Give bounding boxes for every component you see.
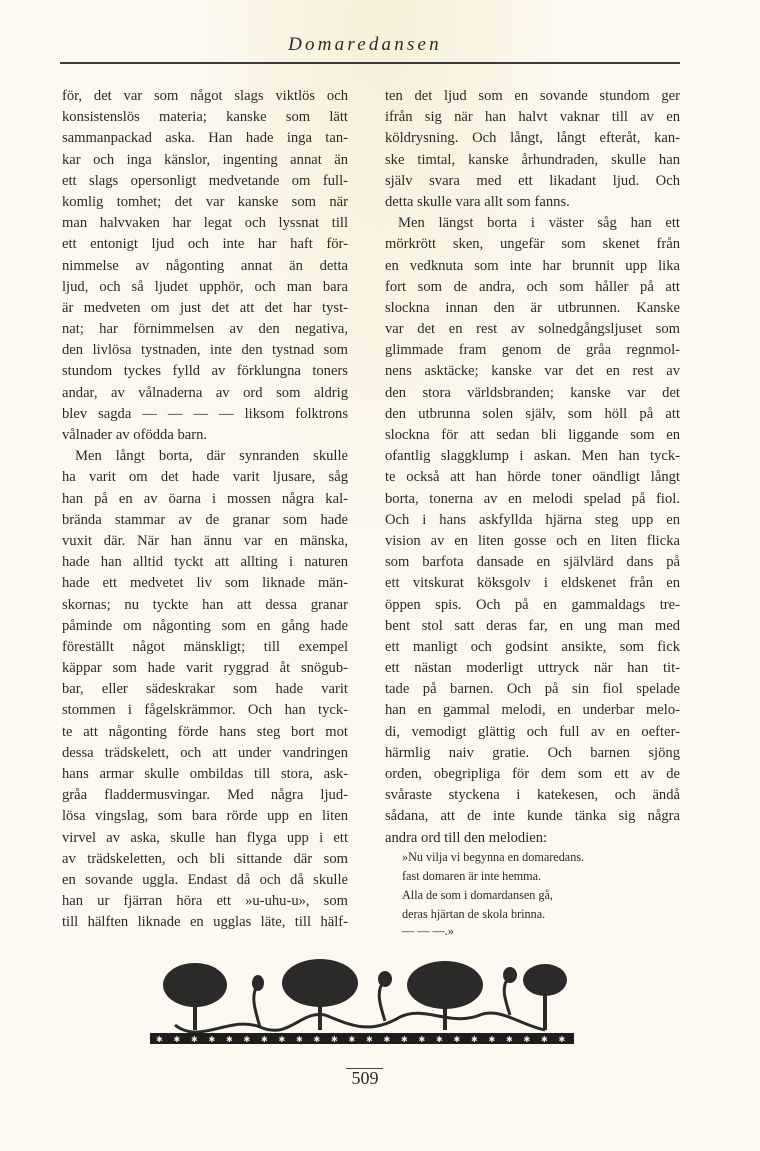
text-line: te också att han hörde toner oändligt långt <box>385 469 680 486</box>
star-icon: ✱ <box>506 1035 513 1044</box>
text-line: nat; har förnimmelsen av den negativa, <box>62 321 348 338</box>
star-icon: ✱ <box>383 1035 391 1044</box>
star-icon: ✱ <box>173 1035 181 1044</box>
star-icon: ✱ <box>453 1035 461 1044</box>
text-line: köldrysning. Och långt, långt efteråt, kan- <box>385 130 680 147</box>
running-header: Domaredansen <box>288 34 442 55</box>
vine-icon <box>175 977 545 1032</box>
text-line: blev sagda — — — — liksom folktrons <box>62 405 348 422</box>
text-line: komlig tomhet; det var kanske som när <box>62 193 348 210</box>
text-line: ha varit om det hade varit ljusare, såg <box>62 469 348 486</box>
text-line: svåraste styckena i katekesen, och ändå <box>385 787 680 804</box>
text-line: påminde om någonting som en gång hade <box>62 617 348 634</box>
text-line: sådana, att de inte kunde tänka sig några <box>385 808 680 825</box>
decorative-vine-tree-ornament <box>150 955 574 1045</box>
star-icon: ✱ <box>401 1035 408 1044</box>
text-line: bar, eller sädeskrakar som hade varit <box>62 681 348 698</box>
text-line: själv svara med ett likadant ljud. Och <box>385 172 680 189</box>
text-line: en sovande uggla. Endast då och då skulle <box>62 871 348 888</box>
text-line: andar, av vålnaderna av ord som aldrig <box>62 384 348 401</box>
text-line: dessa trädskelett, och att under vandringen <box>62 744 348 761</box>
text-line: föreställt något mänskligt; till exempel <box>62 638 348 655</box>
star-icon: ✱ <box>541 1035 548 1044</box>
star-icon: ✱ <box>313 1035 321 1044</box>
verse-line: fast domaren är inte hemma. <box>402 869 542 883</box>
star-icon: ✱ <box>156 1035 163 1044</box>
text-line: hade ett medvetet liv som liknade män- <box>62 575 348 592</box>
star-icon: ✱ <box>558 1035 566 1044</box>
star-icon: ✱ <box>296 1035 303 1044</box>
text-line: detta skulle vara allt som fanns. <box>385 193 570 210</box>
text-line: orden, obegripliga för dem som ett av de <box>385 766 680 782</box>
text-line: den utbrunna solen själv, som höll på att <box>385 405 680 422</box>
text-line: en vedknuta som inte har brunnit upp lika <box>385 257 680 274</box>
text-line: fort som de andra, och som håller på att <box>385 278 680 295</box>
text-line: di, vemodigt glättig och full av en oefter- <box>385 723 680 740</box>
text-line: ett vitskurat köksgolv i eldskenet från en <box>385 575 680 592</box>
star-icon: ✱ <box>436 1035 443 1044</box>
text-line: stommen i fågelskrämmor. Och han tyck- <box>62 702 348 719</box>
star-icon: ✱ <box>226 1035 233 1044</box>
text-line: härmlig naiv gratie. Och barnen sjöng <box>385 744 680 761</box>
text-line: Men längst borta i väster såg han ett <box>398 215 680 232</box>
text-line: ett slags opersonligt medvetande om full- <box>62 172 348 189</box>
star-icon: ✱ <box>488 1035 496 1044</box>
text-line: till hälften liknade en ugglas läte, till hälf- <box>62 914 348 931</box>
star-icon: ✱ <box>471 1035 478 1044</box>
star-icon: ✱ <box>418 1035 426 1044</box>
verse-line: — — —.» <box>402 924 454 938</box>
text-line: slockna för att sedan bli liggande som en <box>385 427 680 443</box>
text-line: Men långt borta, där synranden skulle <box>75 448 348 465</box>
star-icon: ✱ <box>191 1035 198 1044</box>
star-icon: ✱ <box>366 1035 373 1044</box>
text-line: gråa fladdermusvingar. Med några ljud- <box>62 787 348 804</box>
text-line: ofantlig slaggklump i askan. Men han tyck- <box>385 448 680 465</box>
tree-icon <box>163 959 567 1030</box>
text-line: ett entonigt ljud och inte har haft för- <box>62 236 348 253</box>
text-line: andra ord till den melodien: <box>385 829 548 846</box>
text-line: borta, tonerna av en melodi spelad på fiol. <box>385 490 680 507</box>
verse-line: deras hjärtan de skola brinna. <box>402 907 546 921</box>
star-icon: ✱ <box>278 1035 286 1044</box>
text-line: vålnader av ofödda barn. <box>62 427 208 443</box>
text-line: ljud, och så ljudet upphör, och man bara <box>62 278 348 295</box>
text-line: av trädskeletten, och bli sittande där som <box>62 850 348 867</box>
text-line: vision av en liten gosse och en liten flicka <box>385 532 680 549</box>
text-line: den livlösa tystnaden, inte den tystnad som <box>62 342 348 359</box>
text-line: slockna innan den är utbrunnen. Kanske <box>385 299 680 316</box>
page-number: 509 <box>351 1068 379 1088</box>
text-line: han på en av öarna i mossen några kal- <box>62 490 348 507</box>
star-icon: ✱ <box>208 1035 216 1044</box>
text-line: han en gammal melodi, en underbar melo- <box>385 702 680 719</box>
star-icon: ✱ <box>243 1035 251 1044</box>
text-line: virvel av aska, skulle han flyga upp i ett <box>62 829 348 846</box>
text-line: är medveten om just det att det har tyst- <box>62 299 348 316</box>
star-icon: ✱ <box>331 1035 338 1044</box>
text-line: skornas; nu tyckte han att dessa granar <box>62 596 348 613</box>
text-line: konsistenslös materia; kanske som lätt <box>62 109 348 126</box>
text-line: glimmade fram genom de gråa regnmol- <box>385 342 680 359</box>
text-line: tade på barnen. Och på sin fiol spelade <box>385 681 680 698</box>
text-line: käppar som hade varit ryggrad åt snögub- <box>62 660 348 677</box>
text-line: vuxit där. När han ännu var en mänska, <box>62 532 348 549</box>
right-text-column <box>385 86 680 849</box>
text-line: nens asktäcke; kanske var det en rest av <box>385 363 680 380</box>
text-line: kar och inga känslor, ingenting annat än <box>62 151 348 168</box>
text-line: brända stammar av de granar som hade <box>62 511 348 528</box>
star-icon: ✱ <box>523 1035 531 1044</box>
star-icon: ✱ <box>261 1035 268 1044</box>
verse-line: Alla de som i domardansen gå, <box>402 888 553 902</box>
text-line: mörkrött sken, ungefär som skenet från <box>385 236 680 253</box>
verse-line: »Nu vilja vi begynna en domaredans. <box>402 850 585 864</box>
header-rule <box>60 62 680 64</box>
text-line: den stora världsbranden; kanske var det <box>385 384 680 401</box>
text-line: man halvvaken har legat och lyssnat till <box>62 215 348 232</box>
text-line: ske timtal, kanske århundraden, skulle han <box>385 151 680 168</box>
text-line: var det en rest av solnedgångsljuset som <box>385 321 680 338</box>
text-line: han ur fjärran höra ett »u-uhu-u», som <box>62 893 348 910</box>
text-line: för, det var som något slags viktlös och <box>62 88 348 104</box>
star-icon: ✱ <box>348 1035 356 1044</box>
text-line: stundom tyckes fylld av förklungna toners <box>62 363 348 380</box>
text-line: ett nästan moderligt uttryck när han tit- <box>385 660 680 677</box>
text-line: öppen spis. Och på en gammaldags tre- <box>385 596 680 613</box>
left-text-column <box>62 86 348 934</box>
text-line: hans armar skulle ombildas till stora, ask- <box>62 766 348 782</box>
text-line: nimmelse av någonting annat än detta <box>62 257 348 274</box>
text-line: ten det ljud som en sovande stundom ger <box>385 88 680 104</box>
text-line: ifrån sig när han halvt vaknar till av en <box>385 109 680 126</box>
text-line: sammanpackad aska. Han hade inga tan- <box>62 130 348 147</box>
text-line: Och i hans askfyllda hjärna steg upp en <box>385 511 680 528</box>
text-line: lösa vingslag, som bara rörde upp en liten <box>62 808 348 825</box>
text-line: te att någonting förde hans steg bort mot <box>62 723 348 740</box>
text-line: ett manligt och godsint ansikte, som fick <box>385 638 680 655</box>
text-line: som barfota dansade en självlärd dans på <box>385 554 680 571</box>
verse-quote <box>402 848 682 938</box>
text-line: hade han alltid tyckt att allting i naturen <box>62 554 348 571</box>
text-line: bent stol satt deras far, en ung man med <box>385 617 680 634</box>
